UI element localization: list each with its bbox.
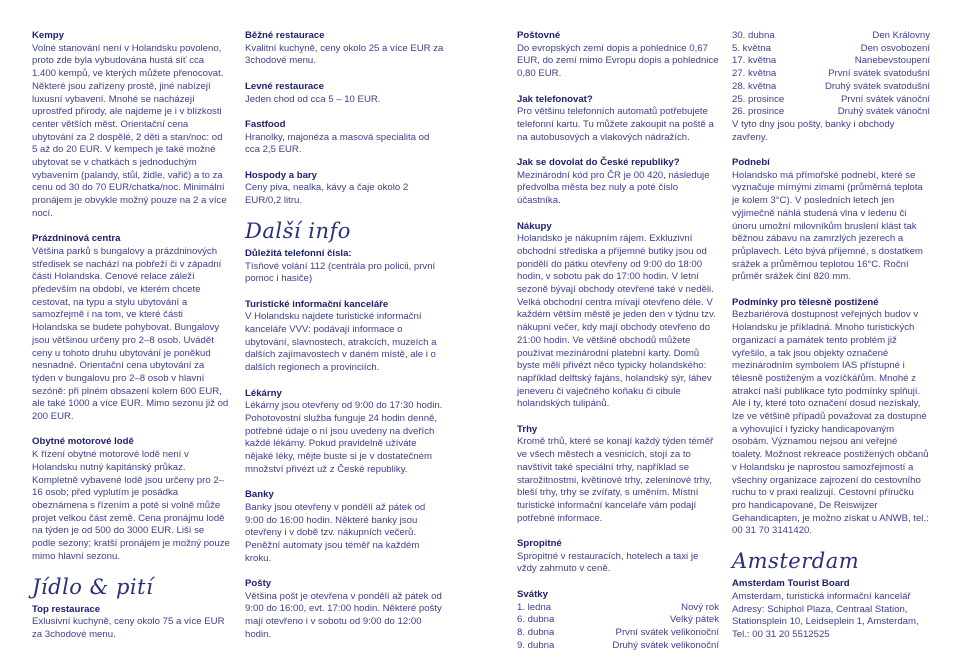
pharmacies-heading: Lékárny: [245, 387, 282, 399]
holiday-row: [732, 106, 930, 119]
holiday-date: 30. dubna: [732, 30, 775, 41]
accessibility-text: Bezbariérová dostupnost veřejných budov v Holandsku je příkladná. Mnoho turistických organizací a památek tento problém již vyřešilo, a tak jsou objekty označené mezinárodním symbolem IAS přístupné i tělesně postiženým a vozíčkářům. Mnohé z atrakcí naší publikace tyto podmínky splňují. Ale i ty, které toto označení dosud nezískaly, lze ve většině případů považovat za dostupné a vyhovující i fyzicky handicapovaným osobám. Významou nejsou ani veřejné toalety. Možnost rekreace postižených občanů v Holandsku je naprostou samozřejmostí a všechny organizace zajrození do cestovního ruchu to v praxi realizují. Cestovní příručku pro handicapované, De Reiswijzer Gehandicapten, je možno získat u ANWB, tel.: 00 31 70 3141420.: [732, 309, 929, 537]
post-offices-heading: Pošty: [245, 578, 272, 590]
shopping-text: Holandsko je nákupním rájem. Exkluzivní obchodní střediska a příjemné butiky jsou od pondělí do pátku otevřeny od 9:00 do 18:00 hodin, v sobotu pak do 17:00 hodin. V letní sezoně bývají obchody otevřené také v neděli. Velká obchodní centra mívají otevřeno déle. V každém větším městě je jeden den v týdnu tzv. nákupní večer, kdy mají obchody otevřeno do 21:00 hodin. Ve většině obchodů můžete používat mezinárodní platební karty. Domů byste měli přivézt něco typicky holandského: například delftský fajáns, holandský sýr, láhev jeneveru či vaječného koňaku či cibule holandských tulipánů.: [517, 233, 716, 410]
telephoning-text: Pro většinu telefonních automatů potřebujete telefonní kartu. Tu můžete zakoupit na poště a na autobusových a vlakových nádražích.: [517, 106, 714, 143]
boats-heading: Obytné motorové lodě: [32, 436, 134, 448]
fastfood-heading: Fastfood: [245, 118, 286, 130]
holiday-name: Druhý svátek vánoční: [837, 106, 930, 118]
holiday-date: 28. května: [732, 80, 777, 92]
holiday-date: 6. dubna: [517, 614, 555, 626]
climate-heading: Podnebí: [732, 157, 770, 169]
more-info-title: Další info: [245, 218, 351, 243]
column-accommodation: [32, 30, 230, 642]
tourist-board-text: Amsterdam, turistická informační kancelář Adresy: Schiphol Plaza, Centraal Station, Stationsplein 10, Leidseplein 1, Amsterdam, Tel.: 00 31 20 5512525: [732, 590, 919, 640]
markets-heading: Trhy: [517, 423, 538, 435]
holiday-name: Druhý svátek svatodušní: [824, 80, 930, 92]
fastfood-text: Hranolky, majonéza a masová specialita od cca 2,5 EUR.: [245, 131, 430, 156]
holiday-date: 17. května: [732, 55, 777, 67]
holiday-date: 1. ledna: [517, 601, 552, 613]
accessibility-heading: Podmínky pro tělesně postižené: [732, 296, 879, 308]
tourist-board-heading: Amsterdam Tourist Board: [732, 578, 850, 590]
holiday-name: Nanebevstoupení: [854, 55, 930, 67]
holiday-centres-heading: Prázdninová centra: [32, 233, 121, 245]
calling-cz-text: Mezinárodní kód pro ČR je 00 420, následuje předvolba města bez nuly a poté číslo účastníka.: [517, 169, 710, 207]
tips-heading: Spropitné: [517, 538, 562, 550]
holiday-row: [732, 68, 930, 81]
calling-cz-heading: Jak se dovolat do České republiky?: [517, 157, 680, 168]
tourist-offices-text: V Holandsku najdete turistické informační kanceláře VVV: podávají informace o ubytování, slavnostech, atrakcích, muzeích a dalších zajímavostech v daném místě, ale i o dalších regionech a provinciích.: [245, 311, 437, 374]
holiday-date: 25. prosince: [732, 93, 785, 105]
phone-numbers-heading: Důležitá telefonní čísla:: [245, 247, 352, 259]
pubs-text: Ceny piva, nealka, kávy a čaje okolo 2 EUR/0,2 litru.: [245, 182, 409, 207]
top-restaurants-heading: Top restaurace: [32, 603, 101, 615]
telephoning-heading: Jak telefonovat?: [517, 93, 593, 105]
cheap-restaurants-heading: Levné restaurace: [245, 80, 324, 92]
holiday-row: [517, 627, 719, 640]
holiday-row: [732, 81, 930, 94]
holiday-row: [517, 602, 719, 615]
camps-heading: Kempy: [32, 30, 64, 41]
holiday-date: 8. dubna: [517, 626, 555, 638]
holiday-date: 5. května: [732, 42, 771, 54]
common-restaurants-text: Kvalitní kuchyně, ceny okolo 25 a více EUR za 3chodové menu.: [245, 42, 444, 67]
phone-numbers-text: Tísňové volání 112 (centrála pro policii, první pomoc i hasiče): [245, 260, 436, 285]
column-climate-amsterdam: [732, 30, 930, 642]
tips-text: Spropitné v restauracích, hotelech a taxi je vždy zahrnuto v ceně.: [517, 550, 699, 575]
tourist-offices-heading: Turistické informační kanceláře: [245, 298, 389, 310]
holiday-date: 26. prosince: [732, 106, 785, 118]
public-holidays-heading: Svátky: [517, 588, 548, 600]
postage-heading: Poštovné: [517, 30, 561, 41]
post-offices-text: Většina pošt je otevřena v pondělí až pátek od 9:00 do 16:00, evt. 17:00 hodin. Některé pošty mají otevřeno i v sobotu od 9:00 do 12:00 hodin.: [245, 590, 442, 640]
food-drink-title: Jídlo & pití: [32, 574, 154, 599]
holiday-date: 9. dubna: [517, 639, 555, 651]
holiday-row: [517, 640, 719, 653]
holiday-name: Druhý svátek velikonoční: [612, 639, 719, 651]
amsterdam-title: Amsterdam: [732, 549, 860, 574]
holiday-name: Nový rok: [681, 601, 719, 613]
holiday-row: [732, 43, 930, 56]
pharmacies-text: Lékárny jsou otevřeny od 9:00 do 17:30 hodin. Pohotovostní služba funguje 24 hodin denně, potřebné údaje o ní jsou uvedeny na dveřích každé lékárny. Pokud pravidelně užíváte nějaké léky, mějte buste si je v dostatečném množství přivézt už z České republiky.: [245, 400, 443, 475]
climate-text: Holandsko má přímořské podnebí, které se vyznačuje mírnými zimami (průměrná teplota je kolem 3°C). V posledních letech jen výjimečně náhlá studená vlna v ledenu či únoru umožní milovníkům bruslení klást tak běžnou zábavu na zamrzlých jezerech a průplavech. Léto bývá příjemné, s dostatkem srážek a průměrnou teplotou 16°C. Roční průměr srážek činí 820 mm.: [732, 169, 923, 283]
holiday-centres-text: Většina parků s bungalovy a prázdninových středisek se nachází na pobřeží či v západní části Holandska. Cenové relace záleží především na období, ve kterém chcete cestovat, na typu a stylu ubytování a samozřejmě i na tom, ve které části Holandska se budete pohybovat. Bungalovy jsou většinou určeny pro 2–8 osob. Uvádět ceny u tohoto druhu ubytování je poněkud nesnadné. Orientační cena ubytování za týden v bungalovu pro 2–8 osob v hlavní sezóně: při plném obsazení kolem 600 EUR, ale také 1000 a více EUR. Mimo sezonu již od 200 EUR.: [32, 245, 229, 423]
holiday-row: [732, 94, 930, 107]
holiday-name: Velký pátek: [669, 614, 719, 626]
holiday-name: První svátek vánoční: [840, 93, 930, 105]
banks-text: Banky jsou otevřeny v pondělí až pátek od 9:00 do 16:00 hodin. Některé banky jsou otevřeny i v době tzv. nákupních večerů. Peněžní automaty jsou téměř na každém kroku.: [245, 501, 426, 564]
holiday-row: [732, 30, 930, 43]
top-restaurants-text: Exlusivní kuchyně, ceny okolo 75 a více EUR za 3chodové menu.: [32, 616, 225, 640]
banks-heading: Banky: [245, 489, 274, 501]
shopping-heading: Nákupy: [517, 220, 552, 232]
cheap-restaurants-text: Jeden chod od cca 5 – 10 EUR.: [245, 93, 381, 105]
boats-text: K řízení obytné motorové lodě není v Holandsku nutný kapitánský průkaz. Kompletně vybavené lodě jsou určeny pro 2–16 osob; před vyplutím je posádka obeznámena s řízením a poté si volně může projet velkou část země. Cena pronájmu lodě na týden je od 500 do 3000 EUR. Liší se podle sezony; kratší pronájem je možný pouze mimo hlavní sezonu.: [32, 449, 230, 562]
holidays-note: V tyto dny jsou pošty, banky i obchody zavřeny.: [732, 118, 895, 143]
holiday-row: [517, 614, 719, 627]
holiday-name: První svátek svatodušní: [828, 68, 930, 80]
common-restaurants-heading: Běžné restaurace: [245, 30, 325, 41]
holiday-name: Den osvobození: [860, 42, 930, 54]
holiday-name: První svátek velikonoční: [615, 626, 719, 638]
holiday-name: Den Královny: [872, 30, 930, 41]
camps-text: Volné stanování není v Holandsku povoleno, proto zde byla vybudována hustá síť cca 1.400 kempů, ve kterých můžete přenocovat. Některé jsou zařízeny prostě, jiné nabízejí luxusní vybavení. Mnohé se nacházejí uprostřed přírody, ale najdeme je i v blízkosti center větších měst. Orientační cena ubytování za 2 dospělé, 2 děti a stan/noc: od 5 až do 20 EUR. V kempech je také možné ubytovat se v chatkách s jednoduchým vybavením (palandy, stůl, židle, vařič) a to za cenu od 30 do 70 EUR/chatka/noc. Minimální pronájem je obvykle možný pouze na 2 a více nocí.: [32, 42, 227, 219]
column-services: [517, 30, 719, 652]
column-food-info: [245, 30, 445, 642]
markets-text: Kromě trhů, které se konají každý týden téměř ve všech městech a vesnicích, stojí za to navštívit také speciální trhy, například se starožitnostmi, květinové trhy, zeleninové trhy, bleší trhy, trhy se zvířaty, s uměním. Místní turistické informační kanceláře vám podají potřebné informace.: [517, 436, 714, 524]
postage-text: Do evropských zemí dopis a pohlednice 0,67 EUR, do zemí mimo Evropu dopis a pohlednice 0,80 EUR.: [517, 42, 719, 80]
holiday-date: 27. května: [732, 68, 777, 80]
holiday-row: [732, 55, 930, 68]
pubs-heading: Hospody a bary: [245, 169, 317, 181]
